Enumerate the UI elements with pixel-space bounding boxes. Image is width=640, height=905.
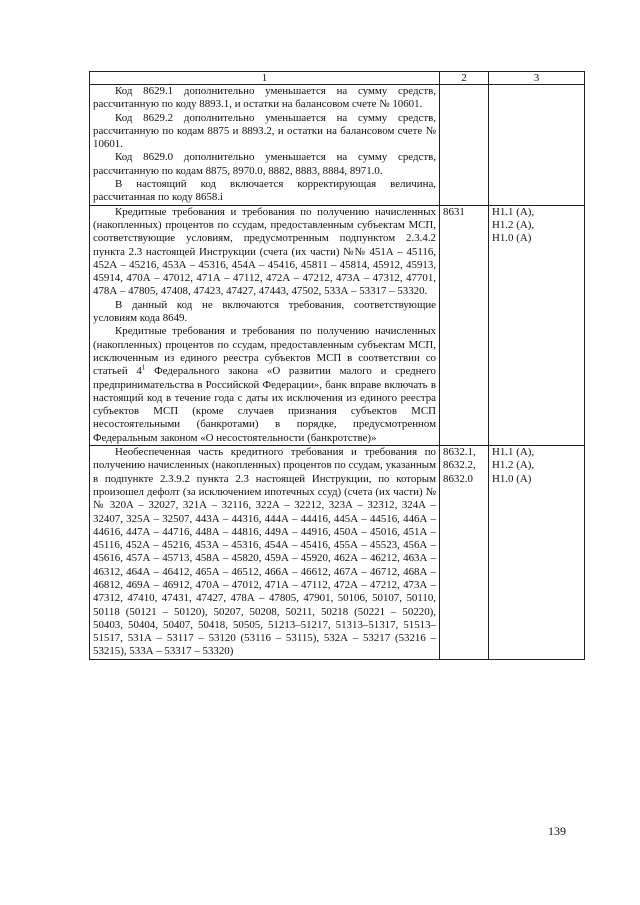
ratio-line: Н1.1 (А), — [492, 205, 535, 218]
table-header-row — [90, 72, 585, 85]
row3-paragraph: Необеспеченная часть кредитного требования и требования по получению начисленных (накопленных) процентов по ссудам, указанным в подпункте 2.3.9.2 пункта 2.3 настоящей Инструкции, по которым произошел дефолт (за исключением ипотечных ссуд) (счета (их части) №№ 320А – 32027, 321А – 32116, 322А – 32212, 323А – 32312, 324А – 32407, 325А – 32507, 443А – 44316, 444А – 44416, 445А – 44516, 446А – 44616, 447А – 44716, 448А – 44816, 449А – 44916, 450А – 45016, 451А – 45116, 452А – 45216, 453А – 45316, 454А – 45416, 455А – 45523, 456А – 45616, 457А – 45713, 458А – 45820, 459А – 45920, 462А – 46212, 463А – 46312, 464А – 46412, 465А – 46512, 466А – 46612, 467А – 46712, 468А – 46812, 469А – 46912, 470А – 47012, 471А – 47112, 472А – 47212, 473А – 47312, 47410, 47431, 47427, 478А – 47805, 47901, 50106, 50107, 50110, 50118 (50121 – 50120), 50207, 50208, 50211, 50218 (50221 – 50220), 50403, 50404, 50407, 50418, 50505, 51213–51217, 51313–51317, 51513–51517, 531А – 53117 – 53120 (53116 – 53115), 532А – 53217 (53216 – 53215), 533А – 53317 – 53320) — [93, 446, 436, 658]
header-col-2: 2 — [440, 72, 489, 85]
row3-codes — [440, 446, 489, 660]
row2-p3-text: Кредитные требования и требования по получению начисленных (накопленных) процентов по ссудам, предоставленным субъектам МСП, исключенным из единого реестра субъектов МСП в соответствии со статьей 4 — [93, 325, 436, 378]
row2-paragraph — [93, 325, 436, 445]
row2-ratios — [489, 205, 585, 445]
row2-paragraph: Кредитные требования и требования по получению начисленных (накопленных) процентов по ссудам, предоставленным субъектам МСП, соответствующие условиям, предусмотренным подпунктом 2.3.4.2 пункта 2.3 настоящей Инструкции (счета (их части) №№ 451А – 45116, 452А – 45216, 453А – 45316, 454А – 45416, 45811 – 45814, 45912, 45913, 45914, 470А – 47012, 471А – 47112, 472А – 47212, 473А – 47312, 47701, 478А – 47805, 47408, 47423, 47427, 47443, 47502, 533А – 53317 – 53320. — [93, 205, 436, 298]
code-line: 8632.2, — [443, 459, 476, 472]
regulation-table — [89, 71, 585, 660]
code-line: 8632.1, — [443, 446, 476, 459]
ratio-line: Н1.2 (А), — [492, 459, 535, 472]
row1-code — [440, 85, 489, 206]
ratio-line: Н1.1 (А), — [492, 446, 535, 459]
row1-ratios — [489, 85, 585, 206]
ratio-line: Н1.2 (А), — [492, 218, 535, 231]
row2-description — [90, 205, 440, 445]
row2-paragraph: В данный код не включаются требования, соответствующие условиям кода 8649. — [93, 298, 436, 325]
row1-paragraph: Код 8629.0 дополнительно уменьшается на сумму средств, рассчитанную по кодам 8875, 8970.0, 8882, 8883, 8884, 8971.0. — [93, 151, 436, 177]
row1-description — [90, 85, 440, 206]
code-line: 8632.0 — [443, 472, 473, 485]
header-col-3: 3 — [489, 72, 585, 85]
row1-paragraph: Код 8629.1 дополнительно уменьшается на сумму средств, рассчитанную по коду 8893.1, и остатки на балансовом счете № 10601. — [93, 85, 436, 111]
header-col-1: 1 — [90, 72, 440, 85]
table-row — [90, 205, 585, 445]
ratio-line: Н1.0 (А) — [492, 472, 532, 485]
row3-description — [90, 446, 440, 660]
row3-ratios — [489, 446, 585, 660]
row2-code: 8631 — [440, 205, 489, 445]
footnote-superscript: 1 — [141, 363, 146, 372]
row1-paragraph: В настоящий код включается корректирующая величина, рассчитанная по коду 8658.i — [93, 178, 436, 204]
row1-paragraph: Код 8629.2 дополнительно уменьшается на сумму средств, рассчитанную по кодам 8875 и 8893.2, и остатки на балансовом счете № 10601. — [93, 111, 436, 151]
row2-p3-text-cont: Федерального закона «О развитии малого и среднего предпринимательства в Российской Федерации», банк вправе включать в настоящий код в течение года с даты их исключения из единого реестра субъектов МСП (кроме случаев признания субъектов МСП несостоятельными (банкротами) в порядке, предусмотренном Федеральным законом «О несостоятельности (банкротстве)» — [93, 365, 436, 444]
table-row — [90, 85, 585, 206]
ratio-line: Н1.0 (А) — [492, 232, 532, 245]
table-row — [90, 446, 585, 660]
page-number: 139 — [548, 824, 566, 838]
